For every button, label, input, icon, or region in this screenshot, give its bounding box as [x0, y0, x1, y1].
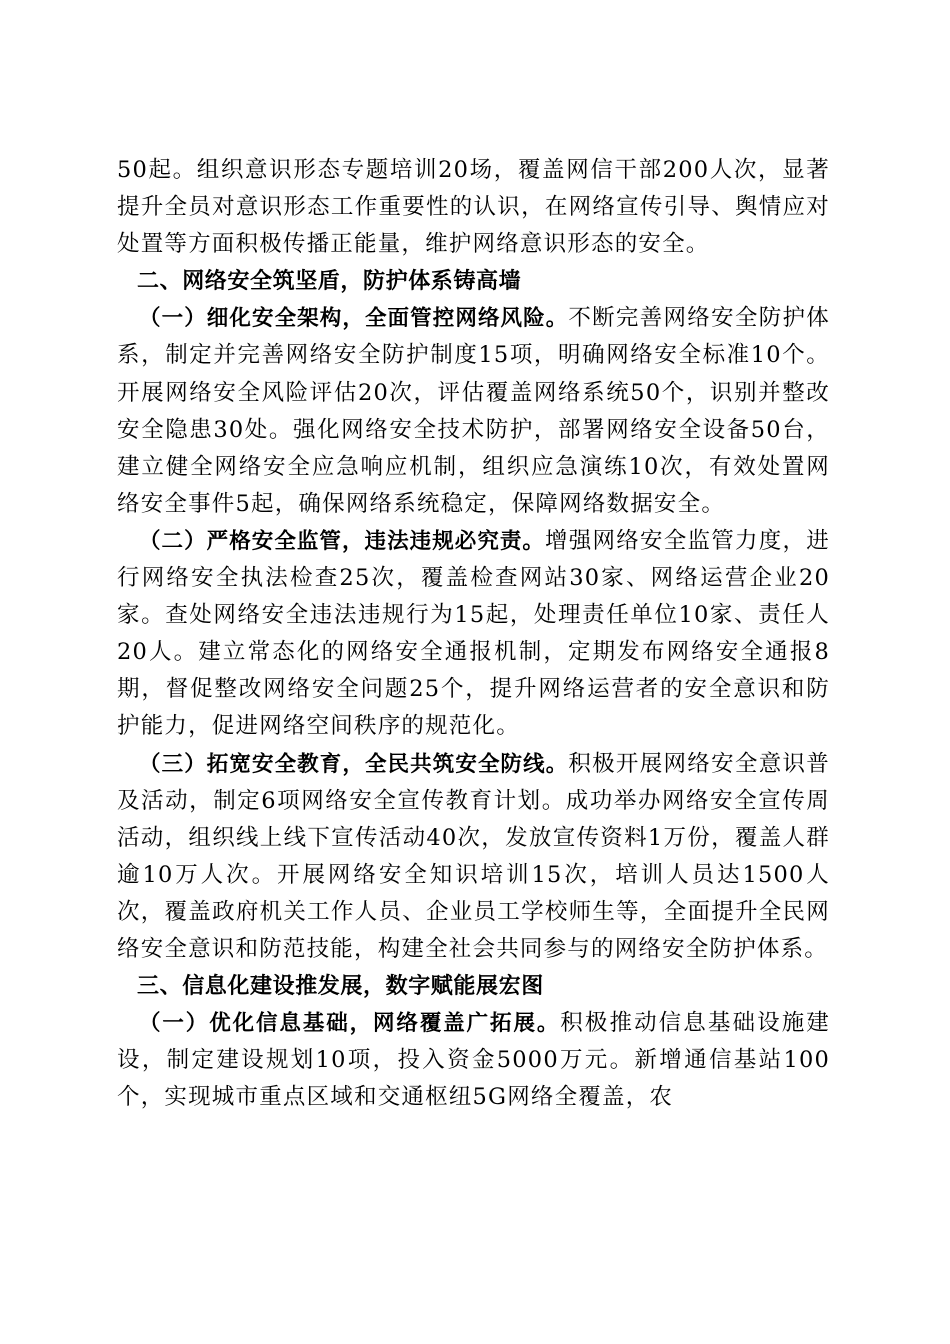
paragraph-text: 50起。组织意识形态专题培训20场，覆盖网信干部200人次，显著提升全员对意识形态工作重要性的认识，在网络宣传引导、舆情应对处置等方面积极传播正能量，维护网络意识形态的安全。: [117, 157, 830, 258]
sub-paragraph: [117, 746, 830, 969]
paragraph-text: 积极推动信息基础设施建设，制定建设规划10项，投入资金5000万元。新增通信基站100个，实现城市重点区域和交通枢纽5G网络全覆盖，农: [117, 1010, 830, 1111]
heading-text: 三、信息化建设推发展，数字赋能展宏图: [137, 974, 544, 1000]
paragraph-text: 不断完善网络安全防护体系，制定并完善网络安全防护制度15项，明确网络安全标准10个。开展网络安全风险评估20次，评估覆盖网络系统50个，识别并整改安全隐患30处。强化网络安全技术防护，部署网络安全设备50台，建立健全网络安全应急响应机制，组织应急演练10次，有效处置网络安全事件5起，确保网络系统稳定，保障网络数据安全。: [117, 305, 830, 517]
body-paragraph: [117, 152, 830, 263]
subsection-title: （一）细化安全架构，全面管控网络风险。: [139, 306, 569, 332]
sub-paragraph: [117, 1005, 830, 1116]
document-body: [117, 152, 830, 1116]
subsection-title: （二）严格安全监管，违法违规必究责。: [139, 528, 545, 554]
paragraph-text: 增强网络安全监管力度，进行网络安全执法检查25次，覆盖检查网站30家、网络运营企业20家。查处网络安全违法违规行为15起，处理责任单位10家、责任人20人。建立常态化的网络安全通报机制，定期发布网络安全通报8期，督促整改网络安全问题25个，提升网络运营者的安全意识和防护能力，促进网络空间秩序的规范化。: [117, 527, 830, 740]
section-heading: [117, 968, 830, 1005]
sub-paragraph: [117, 523, 830, 746]
heading-text: 二、网络安全筑坚盾，防护体系铸高墙: [137, 269, 522, 295]
sub-paragraph: [117, 300, 830, 523]
subsection-title: （一）优化信息基础，网络覆盖广拓展。: [139, 1011, 561, 1037]
subsection-title: （三）拓宽安全教育，全民共筑安全防线。: [139, 751, 569, 777]
paragraph-text: 积极开展网络安全意识普及活动，制定6项网络安全宣传教育计划。成功举办网络安全宣传周活动，组织线上线下宣传活动40次，发放宣传资料1万份，覆盖人群逾10万人次。开展网络安全知识培训15次，培训人员达1500人次，覆盖政府机关工作人员、企业员工学校师生等，全面提升全民网络安全意识和防范技能，构建全社会共同参与的网络安全防护体系。: [117, 750, 830, 962]
section-heading: [117, 263, 830, 300]
